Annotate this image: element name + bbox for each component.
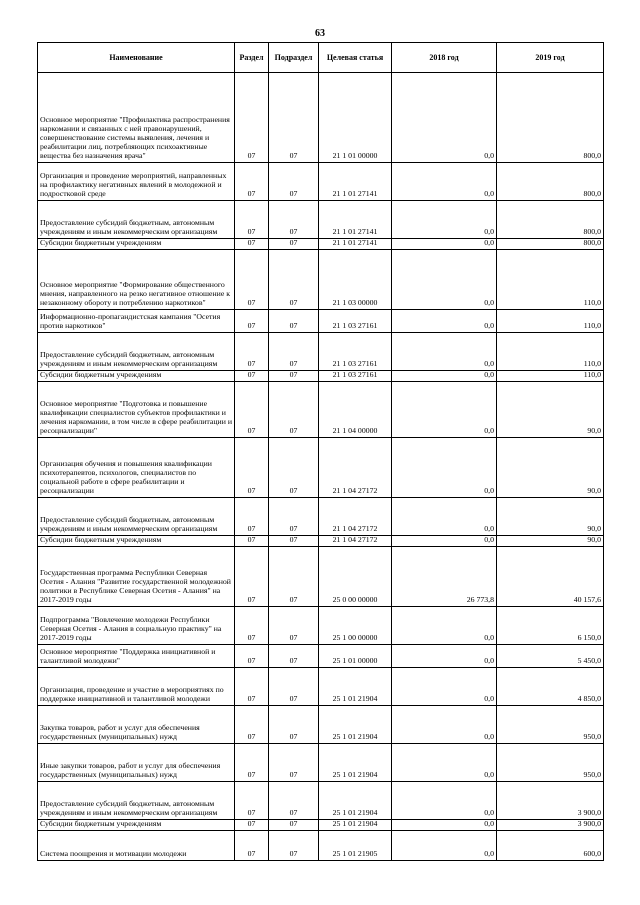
cell-name: Государственная программа Республики Северная Осетия - Алания "Развитие государственной молодежной политики в Республике Северная Осетия - Алания" на 2017-2019 годы	[38, 547, 235, 607]
cell-name: Предоставление субсидий бюджетным, автономным учреждениям и иным некоммерческим организациям	[38, 498, 235, 536]
cell-podrazdel: 07	[269, 547, 319, 607]
cell-y2018: 0,0	[392, 163, 497, 201]
table-row	[38, 645, 604, 668]
cell-statya: 25 1 01 21904	[319, 782, 392, 820]
cell-podrazdel: 07	[269, 820, 319, 831]
cell-y2019: 110,0	[497, 310, 604, 333]
cell-y2019: 800,0	[497, 201, 604, 239]
cell-razdel: 07	[235, 668, 269, 706]
budget-table	[37, 42, 604, 861]
cell-y2018: 0,0	[392, 536, 497, 547]
cell-statya: 21 1 01 27141	[319, 239, 392, 250]
cell-razdel: 07	[235, 73, 269, 163]
cell-y2018: 0,0	[392, 201, 497, 239]
table-row	[38, 371, 604, 382]
cell-podrazdel: 07	[269, 163, 319, 201]
table-row	[38, 333, 604, 371]
cell-statya: 25 1 01 21905	[319, 831, 392, 861]
cell-y2019: 40 157,6	[497, 547, 604, 607]
cell-y2019: 800,0	[497, 239, 604, 250]
cell-y2018: 0,0	[392, 333, 497, 371]
cell-razdel: 07	[235, 438, 269, 498]
cell-y2019: 600,0	[497, 831, 604, 861]
table-row	[38, 73, 604, 163]
cell-razdel: 07	[235, 498, 269, 536]
cell-name: Предоставление субсидий бюджетным, автономным учреждениям и иным некоммерческим организациям	[38, 333, 235, 371]
cell-statya: 21 1 04 27172	[319, 438, 392, 498]
header-2019: 2019 год	[497, 43, 604, 73]
cell-y2019: 800,0	[497, 163, 604, 201]
cell-y2019: 90,0	[497, 498, 604, 536]
cell-podrazdel: 07	[269, 645, 319, 668]
cell-podrazdel: 07	[269, 831, 319, 861]
cell-name: Основное мероприятие "Подготовка и повышение квалификации специалистов субъектов профилактики и лечения наркомании, в том числе в сфере реабилитации и ресоциализации"	[38, 382, 235, 438]
cell-razdel: 07	[235, 547, 269, 607]
cell-statya: 25 1 01 21904	[319, 744, 392, 782]
cell-podrazdel: 07	[269, 201, 319, 239]
cell-razdel: 07	[235, 536, 269, 547]
cell-y2018: 26 773,8	[392, 547, 497, 607]
header-statya: Целевая статья	[319, 43, 392, 73]
cell-podrazdel: 07	[269, 536, 319, 547]
cell-razdel: 07	[235, 782, 269, 820]
cell-razdel: 07	[235, 250, 269, 310]
table-row	[38, 820, 604, 831]
cell-razdel: 07	[235, 371, 269, 382]
cell-name: Организация и проведение мероприятий, направленных на профилактику негативных явлений в молодежной и подростковой среде	[38, 163, 235, 201]
cell-name: Предоставление субсидий бюджетным, автономным учреждениям и иным некоммерческим организациям	[38, 201, 235, 239]
cell-y2019: 90,0	[497, 438, 604, 498]
cell-y2019: 110,0	[497, 333, 604, 371]
table-row	[38, 547, 604, 607]
cell-statya: 25 1 01 00000	[319, 645, 392, 668]
cell-name: Субсидии бюджетным учреждениям	[38, 371, 235, 382]
cell-podrazdel: 07	[269, 498, 319, 536]
cell-y2018: 0,0	[392, 831, 497, 861]
cell-statya: 25 1 00 00000	[319, 607, 392, 645]
cell-name: Закупка товаров, работ и услуг для обеспечения государственных (муниципальных) нужд	[38, 706, 235, 744]
cell-razdel: 07	[235, 820, 269, 831]
cell-razdel: 07	[235, 645, 269, 668]
cell-y2018: 0,0	[392, 310, 497, 333]
cell-y2019: 950,0	[497, 744, 604, 782]
table-row	[38, 668, 604, 706]
cell-name: Система поощрения и мотивации молодежи	[38, 831, 235, 861]
cell-name: Основное мероприятие "Поддержка инициативной и талантливой молодежи"	[38, 645, 235, 668]
cell-y2019: 950,0	[497, 706, 604, 744]
cell-statya: 25 1 01 21904	[319, 668, 392, 706]
cell-y2019: 3 900,0	[497, 820, 604, 831]
cell-name: Организация, проведение и участие в мероприятиях по поддержке инициативной и талантливой молодежи	[38, 668, 235, 706]
cell-y2018: 0,0	[392, 73, 497, 163]
cell-razdel: 07	[235, 333, 269, 371]
cell-y2019: 5 450,0	[497, 645, 604, 668]
table-row	[38, 536, 604, 547]
cell-y2018: 0,0	[392, 382, 497, 438]
cell-podrazdel: 07	[269, 310, 319, 333]
table-row	[38, 498, 604, 536]
cell-y2019: 4 850,0	[497, 668, 604, 706]
cell-razdel: 07	[235, 382, 269, 438]
table-row	[38, 163, 604, 201]
table-row	[38, 239, 604, 250]
cell-razdel: 07	[235, 831, 269, 861]
cell-podrazdel: 07	[269, 250, 319, 310]
cell-y2019: 110,0	[497, 250, 604, 310]
cell-podrazdel: 07	[269, 706, 319, 744]
cell-y2019: 90,0	[497, 536, 604, 547]
cell-y2018: 0,0	[392, 607, 497, 645]
cell-y2018: 0,0	[392, 498, 497, 536]
cell-statya: 21 1 03 27161	[319, 310, 392, 333]
cell-name: Информационно-пропагандистская кампания "Осетия против наркотиков"	[38, 310, 235, 333]
table-row	[38, 782, 604, 820]
cell-razdel: 07	[235, 201, 269, 239]
cell-podrazdel: 07	[269, 782, 319, 820]
cell-y2019: 6 150,0	[497, 607, 604, 645]
cell-name: Организация обучения и повышения квалификации психотерапевтов, психологов, специалистов по социальной работе в сфере реабилитации и ресоциализации	[38, 438, 235, 498]
cell-y2019: 110,0	[497, 371, 604, 382]
table-row	[38, 310, 604, 333]
cell-name: Подпрограмма "Вовлечение молодежи Республики Северная Осетия - Алания в социальную практику" на 2017-2019 годы	[38, 607, 235, 645]
cell-statya: 25 0 00 00000	[319, 547, 392, 607]
cell-y2018: 0,0	[392, 820, 497, 831]
cell-y2018: 0,0	[392, 371, 497, 382]
cell-statya: 21 1 03 27161	[319, 371, 392, 382]
cell-statya: 21 1 01 27141	[319, 201, 392, 239]
cell-y2018: 0,0	[392, 706, 497, 744]
cell-statya: 21 1 01 27141	[319, 163, 392, 201]
cell-statya: 25 1 01 21904	[319, 820, 392, 831]
cell-statya: 25 1 01 21904	[319, 706, 392, 744]
cell-razdel: 07	[235, 706, 269, 744]
cell-statya: 21 1 04 00000	[319, 382, 392, 438]
cell-y2019: 3 900,0	[497, 782, 604, 820]
cell-statya: 21 1 04 27172	[319, 536, 392, 547]
cell-statya: 21 1 04 27172	[319, 498, 392, 536]
cell-name: Субсидии бюджетным учреждениям	[38, 536, 235, 547]
table-row	[38, 250, 604, 310]
table-row	[38, 201, 604, 239]
table-row	[38, 744, 604, 782]
table-row	[38, 438, 604, 498]
cell-y2018: 0,0	[392, 668, 497, 706]
header-2018: 2018 год	[392, 43, 497, 73]
cell-y2019: 800,0	[497, 73, 604, 163]
cell-podrazdel: 07	[269, 607, 319, 645]
cell-name: Предоставление субсидий бюджетным, автономным учреждениям и иным некоммерческим организациям	[38, 782, 235, 820]
cell-podrazdel: 07	[269, 333, 319, 371]
table-row	[38, 706, 604, 744]
table-header-row	[38, 43, 604, 73]
header-name: Наименование	[38, 43, 235, 73]
cell-name: Основное мероприятие "Формирование общественного мнения, направленного на резко негативное отношение к незаконному обороту и потреблению наркотиков"	[38, 250, 235, 310]
cell-y2018: 0,0	[392, 239, 497, 250]
header-razdel: Раздел	[235, 43, 269, 73]
page-number: 63	[315, 28, 325, 39]
cell-y2018: 0,0	[392, 782, 497, 820]
cell-razdel: 07	[235, 607, 269, 645]
cell-podrazdel: 07	[269, 73, 319, 163]
cell-podrazdel: 07	[269, 744, 319, 782]
header-podrazdel: Подраздел	[269, 43, 319, 73]
cell-statya: 21 1 03 27161	[319, 333, 392, 371]
cell-y2019: 90,0	[497, 382, 604, 438]
cell-razdel: 07	[235, 239, 269, 250]
cell-podrazdel: 07	[269, 668, 319, 706]
cell-razdel: 07	[235, 310, 269, 333]
cell-name: Иные закупки товаров, работ и услуг для обеспечения государственных (муниципальных) нужд	[38, 744, 235, 782]
cell-razdel: 07	[235, 744, 269, 782]
cell-name: Субсидии бюджетным учреждениям	[38, 239, 235, 250]
cell-statya: 21 1 03 00000	[319, 250, 392, 310]
cell-y2018: 0,0	[392, 645, 497, 668]
table-row	[38, 831, 604, 861]
table-row	[38, 607, 604, 645]
cell-y2018: 0,0	[392, 438, 497, 498]
cell-podrazdel: 07	[269, 382, 319, 438]
cell-name: Основное мероприятие "Профилактика распространения наркомании и связанных с ней правонарушений, совершенствование системы выявления, лечения и реабилитации лиц, потребляющих психоактивные вещества без назначения врача"	[38, 73, 235, 163]
cell-podrazdel: 07	[269, 438, 319, 498]
cell-name: Субсидии бюджетным учреждениям	[38, 820, 235, 831]
cell-statya: 21 1 01 00000	[319, 73, 392, 163]
cell-y2018: 0,0	[392, 744, 497, 782]
cell-y2018: 0,0	[392, 250, 497, 310]
table-row	[38, 382, 604, 438]
cell-podrazdel: 07	[269, 239, 319, 250]
cell-razdel: 07	[235, 163, 269, 201]
cell-podrazdel: 07	[269, 371, 319, 382]
